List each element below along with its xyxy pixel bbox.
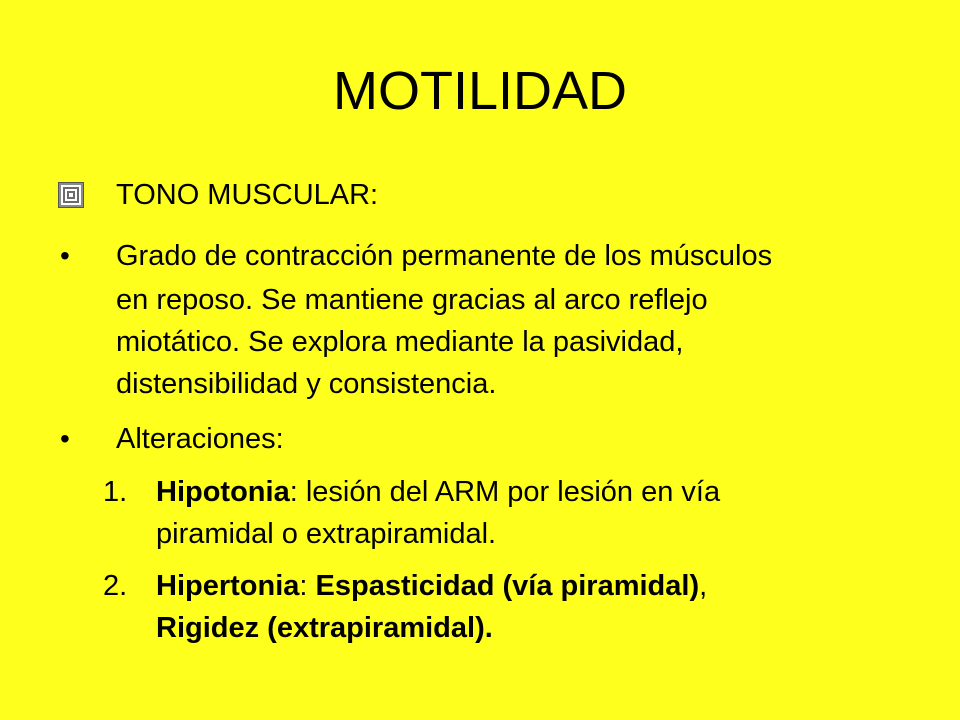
item-2-separator: :	[299, 570, 316, 602]
item-1-line-2: piramidal o extrapiramidal.	[156, 518, 497, 550]
item-2-espasticidad: Espasticidad (vía piramidal)	[315, 570, 700, 602]
item-1-term: Hipotonia	[156, 476, 290, 508]
item-2-line-2	[156, 610, 493, 647]
item-1-description: : lesión del ARM por lesión en vía	[289, 476, 721, 508]
bullet-1-line-2: en reposo. Se mantiene gracias al arco reflejo	[116, 284, 708, 316]
bullet-marker: •	[60, 240, 70, 271]
item-1-line-1	[156, 474, 720, 511]
item-number: 2.	[103, 570, 128, 602]
item-2-rigidez: Rigidez (extrapiramidal).	[156, 612, 493, 644]
heading-tono-muscular: TONO MUSCULAR:	[116, 179, 379, 211]
bullet-1-line-1: Grado de contracción permanente de los músculos	[116, 240, 773, 272]
item-2-comma: ,	[699, 570, 708, 602]
bullet-1-line-4: distensibilidad y consistencia.	[116, 368, 497, 400]
item-number: 1.	[103, 476, 128, 508]
slide-title: MOTILIDAD	[332, 61, 628, 121]
bullet-2-line-1: Alteraciones:	[116, 423, 284, 455]
item-2-line-1	[156, 568, 707, 605]
bullet-marker: •	[60, 423, 70, 454]
item-2-term: Hipertonia	[156, 570, 300, 602]
bullet-1-line-3: miotático. Se explora mediante la pasividad,	[116, 326, 684, 358]
square-spiral-icon	[58, 182, 84, 208]
